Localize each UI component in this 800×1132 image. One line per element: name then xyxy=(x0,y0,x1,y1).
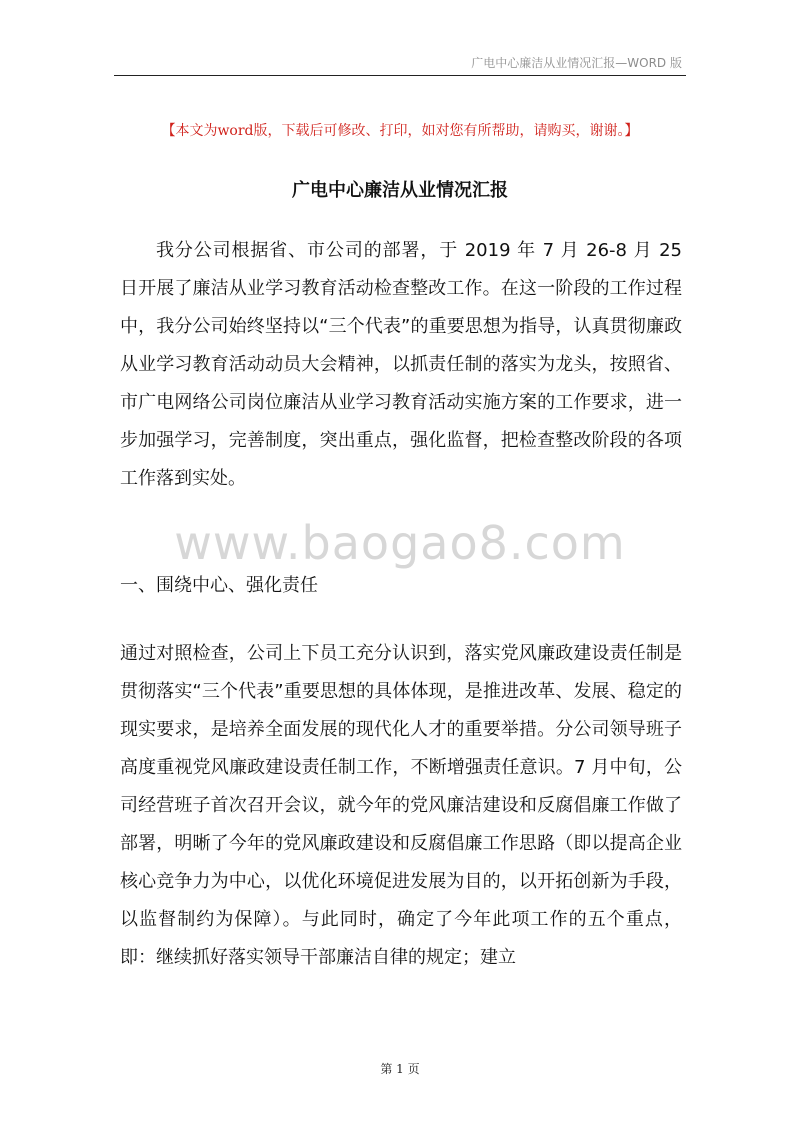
paragraph-section-1: 通过对照检查，公司上下员工充分认识到，落实党风廉政建设责任制是贯彻落实“三个代表”重要思想的具体体现，是推进改革、发展、稳定的现实要求，是培养全面发展的现代化人才的重要举措。分公司领导班子高度重视党风廉政建设责任制工作，不断增强责任意识。7 月中旬，公司经营班子首次召开会议，就今年的党风廉洁建设和反腐倡廉工作做了部署，明晰了今年的党风廉政建设和反腐倡廉工作思路（即以提高企业核心竞争力为中心，以优化环境促进发展为目的，以开拓创新为手段，以监督制约为保障）。与此同时，确定了今年此项工作的五个重点，即：继续抓好落实领导干部廉洁自律的规定；建立 xyxy=(120,643,682,968)
watermark: www.baogao8.com xyxy=(174,516,626,570)
page-number: 第 1 页 xyxy=(380,1062,420,1076)
paragraph-intro: 我分公司根据省、市公司的部署，于 2019 年 7 月 26-8 月 25 日开展了廉洁从业学习教育活动检查整改工作。在这一阶段的工作过程中，我分公司始终坚持以“三个代表”的重要思想为指导，认真贯彻廉政从业学习教育活动动员大会精神，以抓责任制的落实为龙头，按照省、市广电网络公司岗位廉洁从业学习教育活动实施方案的工作要求，进一步加强学习，完善制度，突出重点，强化监督，把检查整改阶段的各项工作落到实处。 xyxy=(120,240,682,489)
download-notice: 【本文为word版，下载后可修改、打印，如对您有所帮助，请购买，谢谢。】 xyxy=(161,123,639,139)
header-divider xyxy=(114,75,686,76)
section-heading: 一、围绕中心、强化责任 xyxy=(120,575,318,596)
document-title: 广电中心廉洁从业情况汇报 xyxy=(292,180,508,201)
running-header: 广电中心廉洁从业情况汇报—WORD 版 xyxy=(471,56,682,70)
